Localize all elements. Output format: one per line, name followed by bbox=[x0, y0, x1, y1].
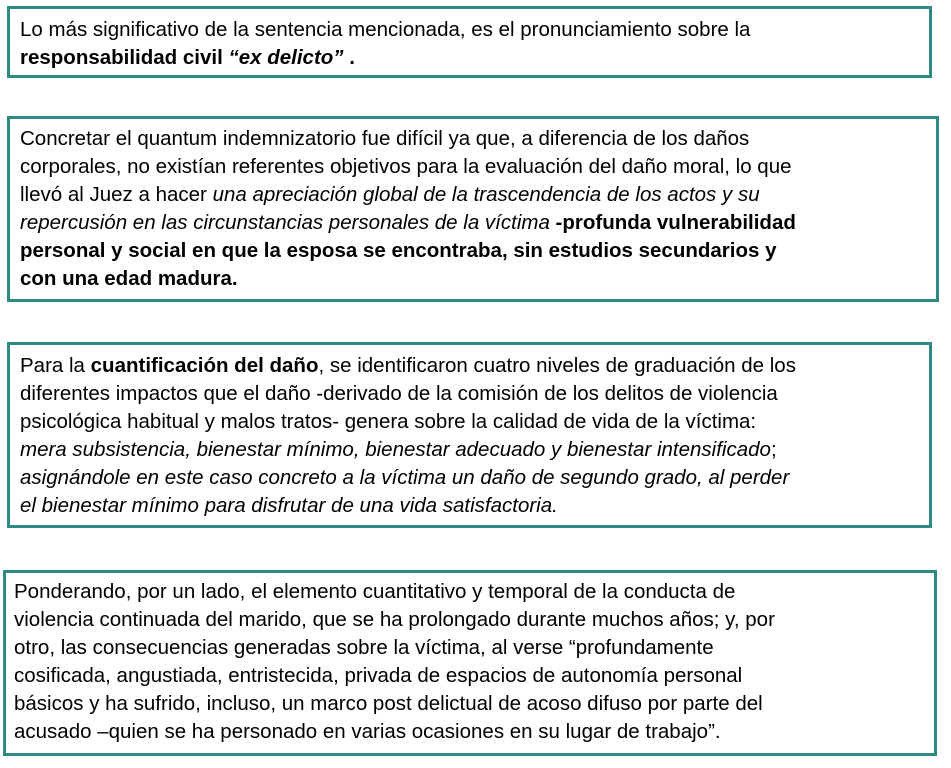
bold-text: -profunda vulnerabilidad bbox=[549, 211, 796, 234]
bold-text: cuantificación del daño bbox=[90, 354, 319, 377]
text-line: básicos y ha sufrido, incluso, un marco post delictual de acoso difuso por parte del bbox=[14, 692, 763, 715]
text-line: Lo más significativo de la sentencia mencionada, es el pronunciamiento sobre la bbox=[20, 18, 751, 41]
text-line bbox=[20, 237, 926, 265]
text-line bbox=[20, 44, 919, 72]
text-box-responsabilidad-civil bbox=[7, 6, 932, 78]
text-line bbox=[20, 492, 919, 520]
text-line bbox=[20, 464, 919, 492]
text-line: diferentes impactos que el daño -derivado de la comisión de los delitos de violencia bbox=[20, 382, 778, 405]
text-line bbox=[20, 265, 926, 293]
bold-text: personal y social en que la esposa se encontraba, sin estudios secundarios y bbox=[20, 239, 777, 262]
text-line: cosificada, angustiada, entristecida, privada de espacios de autonomía personal bbox=[14, 664, 743, 687]
italic-text: mera subsistencia, bienestar mínimo, bienestar adecuado y bienestar intensificado bbox=[20, 438, 771, 461]
text-line: violencia continuada del marido, que se ha prolongado durante muchos años; y, por bbox=[14, 608, 775, 631]
text-line: corporales, no existían referentes objetivos para la evaluación del daño moral, lo que bbox=[20, 155, 792, 178]
text-line: Concretar el quantum indemnizatorio fue difícil ya que, a diferencia de los daños bbox=[20, 127, 750, 150]
bold-text: . bbox=[343, 46, 355, 69]
bold-italic-text: “ex delicto” bbox=[228, 46, 344, 69]
text-line: Para la cuantificación del daño, se identificaron cuatro niveles de graduación de los bbox=[20, 354, 796, 377]
text-line bbox=[20, 209, 926, 237]
text-line: psicológica habitual y malos tratos- genera sobre la calidad de vida de la víctima: bbox=[20, 410, 757, 433]
text-box-cuantificacion-dano bbox=[7, 342, 932, 528]
italic-text: una apreciación global de la trascendencia de los actos y su bbox=[212, 183, 760, 206]
text-line: acusado –quien se ha personado en varias ocasiones en su lugar de trabajo”. bbox=[14, 720, 721, 743]
text-line: llevó al Juez a hacer una apreciación global de la trascendencia de los actos y su bbox=[20, 183, 760, 206]
italic-text: el bienestar mínimo para disfrutar de una vida satisfactoria. bbox=[20, 494, 558, 517]
italic-text: repercusión en las circunstancias personales de la víctima bbox=[20, 211, 550, 234]
text-box-quantum-indemnizatorio bbox=[7, 116, 939, 302]
text-line: Ponderando, por un lado, el elemento cuantitativo y temporal de la conducta de bbox=[14, 580, 736, 603]
bold-text: responsabilidad civil bbox=[20, 46, 229, 69]
text-box-ponderando bbox=[3, 570, 937, 756]
text-line: mera subsistencia, bienestar mínimo, bienestar adecuado y bienestar intensificado; bbox=[20, 438, 777, 461]
bold-text: con una edad madura. bbox=[20, 267, 238, 290]
italic-text: asignándole en este caso concreto a la víctima un daño de segundo grado, al perder bbox=[20, 466, 790, 489]
text-line: otro, las consecuencias generadas sobre la víctima, al verse “profundamente bbox=[14, 636, 714, 659]
